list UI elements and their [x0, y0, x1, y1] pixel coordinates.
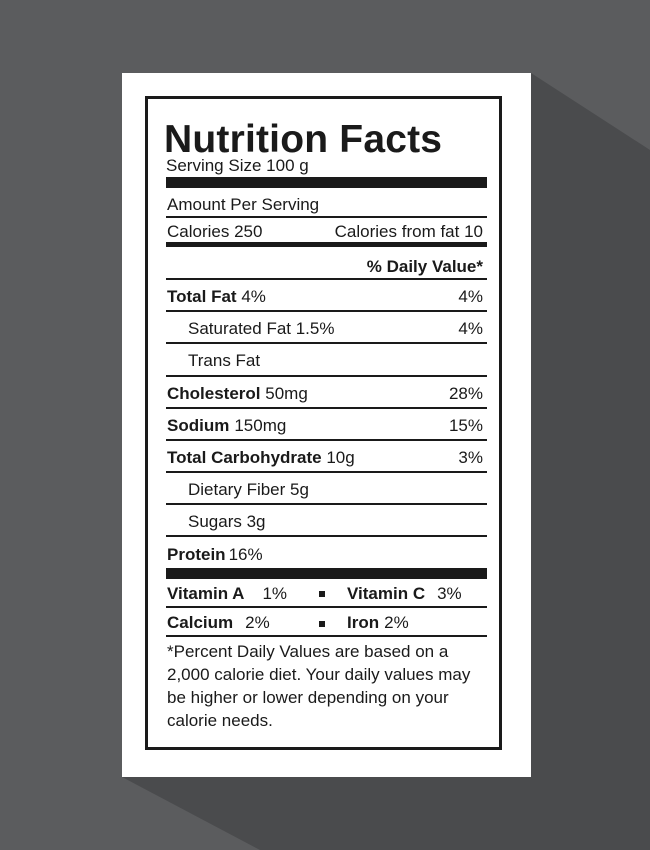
nutrient-row-cholesterol: [167, 385, 308, 402]
calories: Calories 250: [167, 222, 263, 241]
nutrient-amount: 50mg: [265, 384, 308, 403]
calcium: [167, 614, 270, 631]
divider-thick: [166, 568, 487, 579]
vitamin-a: [167, 585, 287, 602]
separator-bullet: [319, 591, 325, 597]
divider: [166, 439, 487, 441]
divider: [166, 375, 487, 377]
divider: [166, 278, 487, 280]
nutrient-amount: 4%: [241, 287, 266, 306]
nutrient-row-protein: [167, 546, 263, 563]
label-title: Nutrition Facts: [164, 118, 443, 161]
nutrient-row-saturated-fat: Saturated Fat 1.5%: [188, 319, 335, 338]
nutrition-card: [122, 73, 531, 777]
vitamin-a-name: Vitamin A: [167, 584, 245, 603]
divider: [166, 503, 487, 505]
nutrient-name: Cholesterol: [167, 384, 261, 403]
calcium-value: 2%: [245, 613, 270, 632]
nutrient-dv: 15%: [448, 416, 483, 435]
iron: [347, 614, 409, 631]
nutrient-amount: 5g: [290, 480, 309, 499]
footnote: *Percent Daily Values are based on a 2,000 calorie diet. Your daily values may be higher or lower depending on your calorie needs.: [167, 642, 471, 730]
nutrient-name: Dietary Fiber: [188, 480, 286, 499]
nutrient-amount: 10g: [326, 448, 355, 467]
divider: [166, 216, 487, 218]
divider: [166, 471, 487, 473]
divider: [166, 535, 487, 537]
nutrient-amount: 16%: [228, 545, 263, 564]
nutrient-row-total-fat: [167, 288, 266, 305]
iron-value: 2%: [384, 613, 409, 632]
calories-from-fat: Calories from fat 10: [334, 222, 483, 241]
calcium-name: Calcium: [167, 613, 234, 632]
nutrient-name: Protein: [167, 545, 226, 564]
nutrient-dv: 4%: [458, 319, 483, 338]
nutrient-row-trans-fat: Trans Fat: [188, 351, 261, 370]
nutrient-dv: 3%: [458, 448, 483, 467]
vitamin-c: [347, 585, 462, 602]
divider: [166, 606, 487, 608]
nutrient-dv: 4%: [458, 287, 483, 306]
nutrition-facts-label: [145, 96, 502, 750]
nutrient-row-sodium: [167, 417, 286, 434]
serving-size: Serving Size 100 g: [166, 156, 309, 175]
iron-name: Iron: [347, 613, 380, 632]
nutrient-amount: 150mg: [234, 416, 287, 435]
nutrient-row-total-carbohydrate: [167, 449, 355, 466]
nutrient-row-sugars: Sugars 3g: [188, 512, 266, 531]
daily-value-header: % Daily Value*: [366, 257, 483, 276]
vitamin-c-name: Vitamin C: [347, 584, 426, 603]
vitamin-a-value: 1%: [262, 584, 288, 603]
nutrient-name: Sodium: [167, 416, 230, 435]
separator-bullet: [319, 621, 325, 627]
divider-medium: [166, 242, 487, 247]
nutrient-row-dietary-fiber: [188, 481, 309, 498]
divider: [166, 407, 487, 409]
nutrient-name: Total Carbohydrate: [167, 448, 322, 467]
divider: [166, 310, 487, 312]
amount-per-serving: Amount Per Serving: [167, 195, 320, 214]
divider: [166, 342, 487, 344]
divider: [166, 635, 487, 637]
divider-thick: [166, 177, 487, 188]
nutrient-dv: 28%: [448, 384, 483, 403]
nutrient-name: Total Fat: [167, 287, 237, 306]
vitamin-c-value: 3%: [437, 584, 462, 603]
